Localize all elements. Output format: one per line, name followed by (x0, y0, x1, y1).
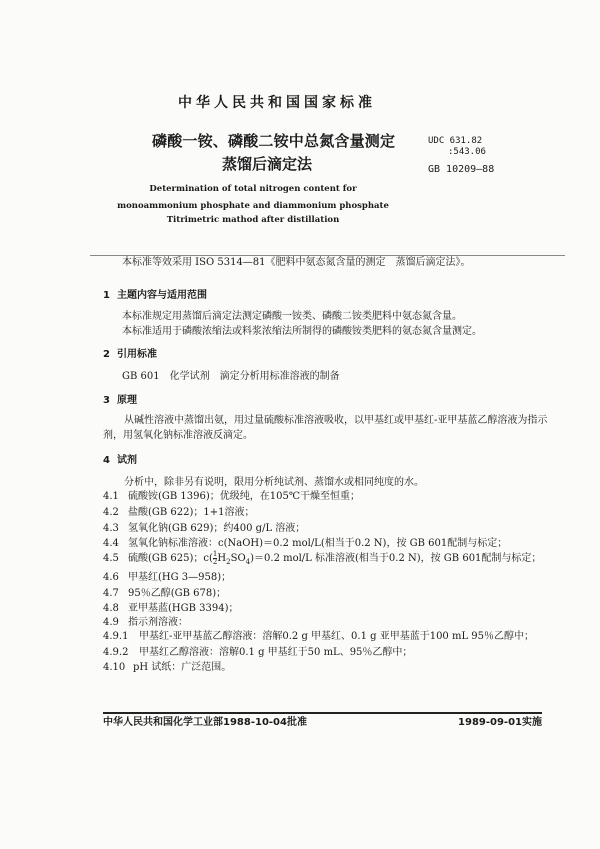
item-text: 盐酸(GB 622)；1+1溶液； (128, 507, 255, 518)
paragraph: 本标准适用于磷酸浓缩法或料浆浓缩法所制得的磷酸铵类肥料的氨态氮含量测定。 (122, 326, 482, 337)
formula-part: SO (230, 553, 246, 564)
fraction-numerator: 1 (212, 550, 218, 558)
item-text: 亚甲基蓝(HGB 3394)； (128, 603, 239, 614)
section-heading: 试剂 (117, 455, 137, 466)
section-number: 3 (103, 395, 110, 406)
item-number: 4.3 (103, 523, 119, 534)
paragraph: 从碱性溶液中蒸馏出氨，用过量硫酸标准溶液吸收，以甲基红或甲基红-亚甲基蓝乙醇溶液为指示 (124, 415, 548, 426)
english-title-line2: monoammonium phosphate and diammonium phosphate (117, 201, 389, 211)
issuer-heading: 中华人民共和国国家标准 (178, 95, 376, 111)
section-heading: 主题内容与适用范围 (117, 290, 207, 301)
item-number: 4.2 (103, 507, 119, 518)
english-title-line1: Determination of total nitrogen content for (149, 184, 357, 194)
fraction-denominator: 2 (212, 558, 218, 566)
intro-text: 本标准等效采用 ISO 5314—81《肥料中氨态氮含量的测定 蒸馏后滴定法》。 (122, 257, 471, 268)
subscript: 2 (226, 558, 231, 566)
approval-date: 中华人民共和国化学工业部1988-10-04批准 (103, 717, 307, 728)
gb-number: GB 10209—88 (428, 164, 495, 175)
item-number: 4.7 (103, 588, 119, 599)
item-number: 4.5 (103, 553, 119, 564)
paragraph: 剂，用氢氧化钠标准溶液反滴定。 (103, 430, 253, 441)
section-number: 4 (103, 455, 110, 466)
udc-line2: :543.06 (448, 147, 486, 157)
paragraph: GB 601 化学试剂 滴定分析用标准溶液的制备 (122, 371, 340, 382)
item-text: pH 试纸：广泛范围。 (133, 662, 232, 673)
subscript: 4 (245, 558, 251, 566)
item-number: 4.6 (103, 572, 119, 583)
item-number: 4.4 (103, 538, 119, 549)
header-divider (90, 255, 565, 256)
item-number: 4.1 (103, 491, 119, 502)
item-text: 甲基红-亚甲基蓝乙醇溶液：溶解0.2 g 甲基红、0.1 g 亚甲基蓝于100 mL 95％乙醇中； (139, 631, 534, 642)
item-text: 氢氧化钠标准溶液：c(NaOH)＝0.2 mol/L(相当于0.2 N)，按 GB 601配制与标定； (128, 538, 508, 549)
item-number: 4.9.2 (103, 647, 129, 658)
item-text (128, 551, 541, 569)
udc-line1: UDC 631.82 (428, 136, 483, 146)
paragraph: 本标准规定用蒸馏后滴定法测定磷酸一铵类、磷酸二铵类肥料中氨态氮含量。 (122, 311, 462, 322)
formula-part: 硫酸(GB 625)；c( (128, 553, 213, 564)
section-number: 2 (103, 349, 110, 360)
implementation-date: 1989-09-01实施 (458, 717, 542, 728)
item-text: 氢氧化钠(GB 629)；约400 g/L 溶液； (128, 523, 306, 534)
item-text: 指示剂溶液： (128, 617, 188, 628)
item-number: 4.10 (103, 662, 126, 673)
footer-divider (103, 712, 542, 714)
title-line1: 磷酸一铵、磷酸二铵中总氮含量测定 (152, 132, 396, 150)
item-text: 硫酸铵(GB 1396)；优级纯，在105℃干燥至恒重； (128, 491, 361, 502)
paragraph: 分析中，除非另有说明，限用分析纯试剂、蒸馏水或相同纯度的水。 (124, 477, 424, 488)
item-text: 甲基红乙醇溶液：溶解0.1 g 甲基红于50 mL、95％乙醇中； (139, 647, 413, 658)
item-text: 95％乙醇(GB 678)； (128, 588, 227, 599)
title-line2: 蒸馏后滴定法 (222, 155, 313, 173)
item-text: 甲基红(HG 3—958)； (128, 572, 232, 583)
item-number: 4.9.1 (103, 631, 129, 642)
english-title-line3: Titrimetric mathod after distillation (166, 215, 340, 225)
section-heading: 原理 (117, 395, 137, 406)
formula-part: )＝0.2 mol/L 标准溶液(相当于0.2 N)，按 GB 601配制与标定； (250, 553, 542, 564)
item-number: 4.8 (103, 603, 119, 614)
formula-part: H (217, 553, 227, 564)
item-number: 4.9 (103, 617, 119, 628)
section-heading: 引用标准 (117, 349, 157, 360)
section-number: 1 (103, 290, 110, 301)
